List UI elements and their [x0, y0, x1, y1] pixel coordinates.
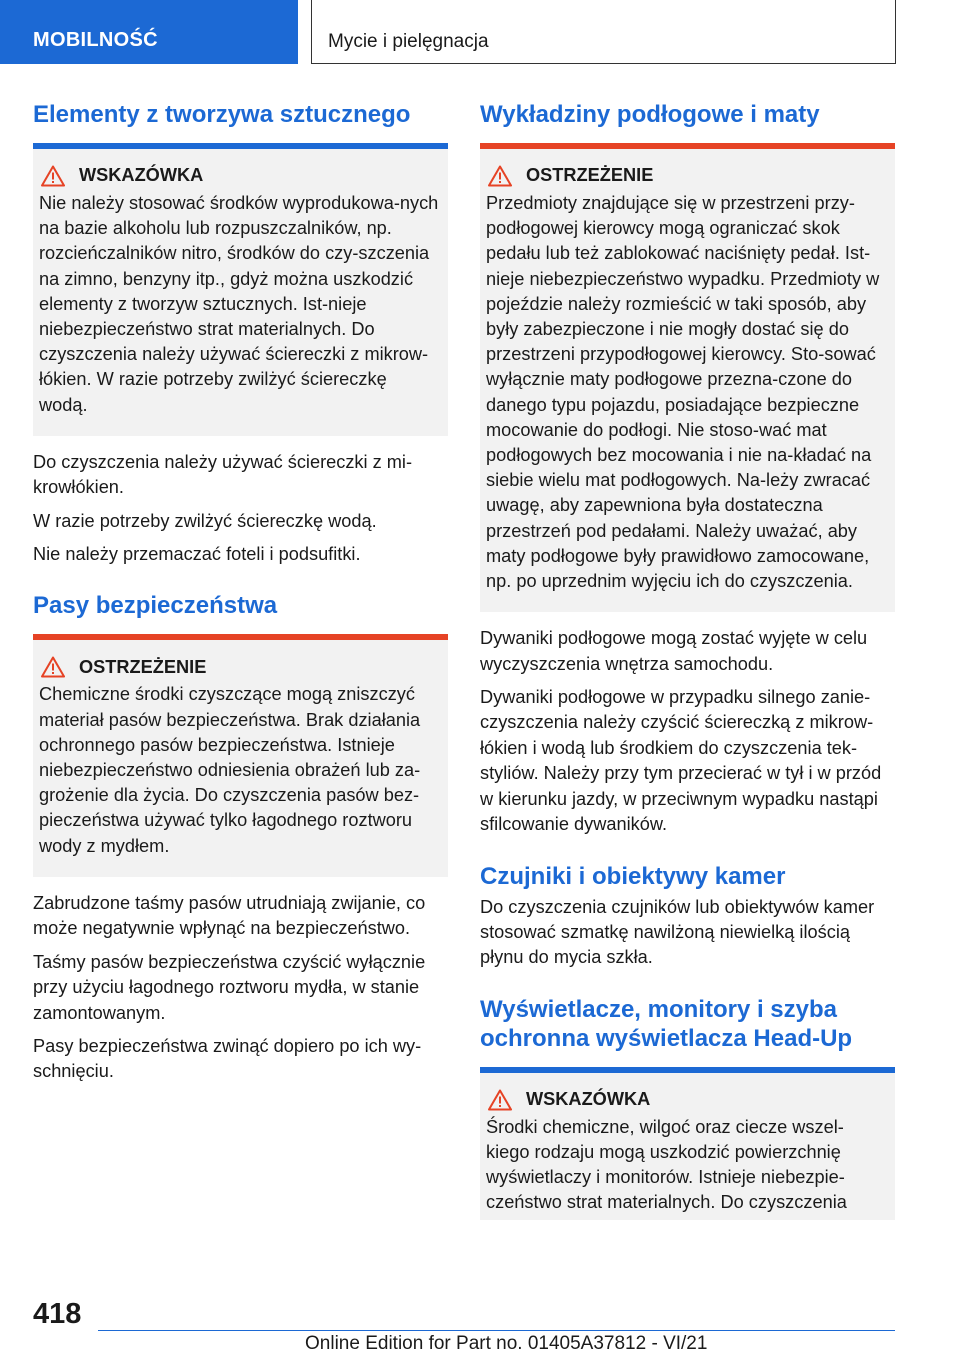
heading-displays: Wyświetlacze, monitory i szyba ochronna wyświetlacza Head-Up: [480, 995, 853, 1052]
warning-label: OSTRZEŻENIE: [79, 656, 207, 677]
note-header: [39, 163, 440, 189]
warning-label: OSTRZEŻENIE: [526, 165, 654, 186]
warning-text: Chemiczne środki czyszczące mogą zniszczyć materiał pasów bezpieczeństwa. Brak działania ochronnego pasów bezpieczeństwa. Istnieje niebezpieczeństwo odniesienia obrażeń lub za-grożenie dla życia. Do czyszczenia pasów bez-pieczeństwa używać tylko łagodnego roztworu wody z mydłem.: [39, 684, 421, 856]
note-text: Środki chemiczne, wilgoć oraz ciecze wszel-kiego rodzaju mogą uszkodzić powierzchnię wyświetlaczy i monitorów. Istnieje niebezpie-czeństwo strat materialnych. Do czyszczenia: [486, 1116, 847, 1213]
paragraph: Taśmy pasów bezpieczeństwa czyścić wyłącznie przy użyciu łagodnego roztworu mydła, w stanie zamontowanym.: [33, 951, 426, 1023]
warning-triangle-icon: [41, 656, 65, 678]
page-number: 418: [33, 1298, 82, 1330]
section-tab: [0, 0, 298, 64]
chapter-header: [311, 0, 896, 64]
note-text: Nie należy stosować środków wyprodukowa-nych na bazie alkoholu lub rozpuszczalników, np. rozcieńczalników nitro, środków do czy-szczenia na zimno, benzyny itp., gdyż można uszkodzić elementy z tworzyw sztucznych. Ist-nieje niebezpieczeństwo strat materialnych. Do czyszczenia należy używać ściereczki z mikrow-łókien. W razie potrzeby zwilżyć ściereczkę wodą.: [39, 193, 439, 415]
warning-box: [33, 640, 448, 876]
note-label: WSKAZÓWKA: [79, 165, 204, 186]
paragraph: Nie należy przemaczać foteli i podsufitki.: [33, 544, 361, 565]
section-title: MOBILNOŚĆ: [33, 29, 158, 51]
heading-sensors-cameras: Czujniki i obiektywy kamer: [480, 862, 786, 890]
note-label: WSKAZÓWKA: [526, 1089, 651, 1110]
note-box: [33, 149, 448, 436]
warning-header: [486, 163, 887, 189]
paragraph: Dywaniki podłogowe mogą zostać wyjęte w celu wyczyszczenia wnętrza samochodu.: [480, 628, 868, 674]
right-column: [480, 100, 895, 1220]
warning-triangle-icon: [488, 1089, 512, 1111]
warning-triangle-icon: [488, 165, 512, 187]
warning-triangle-icon: [41, 165, 65, 187]
paragraph: Do czyszczenia należy używać ściereczki z mi-krowłókien.: [33, 451, 413, 498]
heading-floor-mats: Wykładziny podłogowe i maty: [480, 101, 820, 128]
paragraph: Zabrudzone taśmy pasów utrudniają zwijanie, co może negatywnie wpłynąć na bezpieczeństwo.: [33, 892, 426, 939]
chapter-title: Mycie i pielęgnacja: [328, 31, 489, 52]
heading-seat-belts: Pasy bezpieczeństwa: [33, 592, 278, 620]
edition-note: Online Edition for Part no. 01405A37812 - VI/21: [305, 1333, 708, 1354]
warning-header: [39, 654, 440, 680]
warning-text: Przedmioty znajdujące się w przestrzeni przy-podłogowej kierowcy mogą ograniczać skok pedału lub też zablokować naciśnięty pedał. Ist-nieje niebezpieczeństwo wypadku. Przedmioty w pojeździe należy rozmieścić w taki sposób, aby były zabezpieczone i nie mogły dostać się do przestrzeni przypodłogowej kierowcy. Sto-sować wyłącznie maty podłogowe przezna-czone do danego typu pojazdu, posiadające bezpieczne mocowanie do podłogi. Nie stoso-wać mat podłogowych bez mocowania i nie na-kładać na siebie wielu mat podłogowych. Na-leży zwracać uwagę, aby zapewniona była dostateczna przestrzeń pod pedałami. Należy uważać, aby maty podłogowe były prawidłowo zamocowane, np. po uprzednim wyjęciu ich do czyszczenia.: [486, 193, 880, 592]
paragraph: Dywaniki podłogowe w przypadku silnego zanie-czyszczenia należy czyścić ściereczką z mikrow-łókien i wodą lub środkiem do czyszczenia tek-styliów. Należy przy tym przecierać w tył i w przód w kierunku jazdy, w przeciwnym wypadku nastąpi sfilcowanie dywaników.: [480, 687, 882, 835]
warning-box: [480, 149, 895, 612]
note-box: [480, 1073, 895, 1220]
paragraph: W razie potrzeby zwilżyć ściereczkę wodą.: [33, 510, 377, 531]
heading-plastic-elements: Elementy z tworzywa sztucznego: [33, 101, 411, 128]
left-column: [33, 100, 448, 1085]
footer-rule: [98, 1330, 895, 1331]
note-header: [486, 1087, 887, 1113]
paragraph: Do czyszczenia czujników lub obiektywów kamer stosować szmatkę nawilżoną niewielką ilością płynu do mycia szkła.: [480, 896, 875, 968]
paragraph: Pasy bezpieczeństwa zwinąć dopiero po ich wy-schnięciu.: [33, 1035, 422, 1082]
